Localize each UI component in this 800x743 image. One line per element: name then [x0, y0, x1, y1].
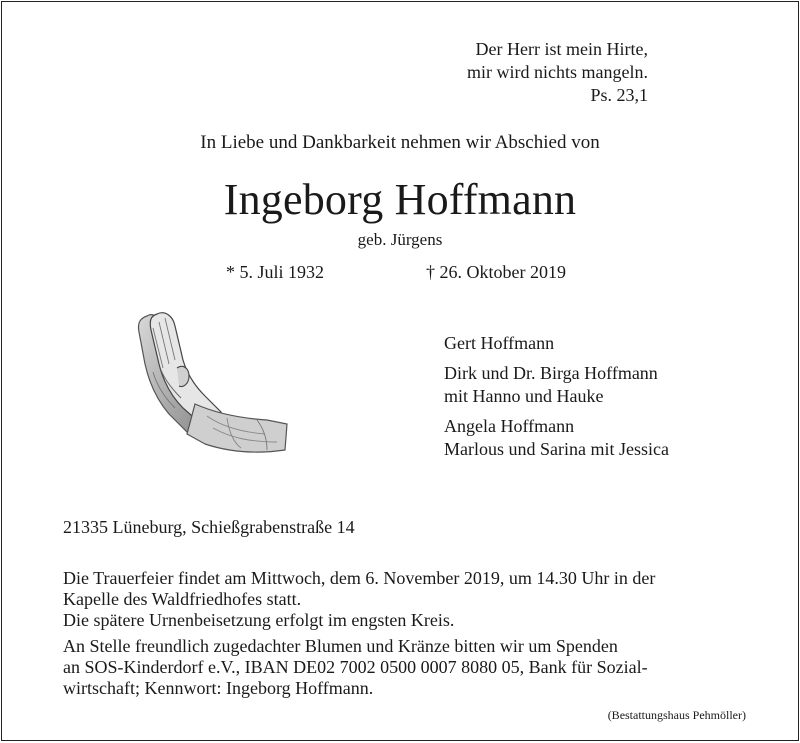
psalm-quote — [467, 38, 648, 107]
ceremony-line-2: Kapelle des Waldfriedhofes statt. — [63, 589, 302, 609]
donation-line-1: An Stelle freundlich zugedachter Blumen und Kränze bitten wir um Spenden — [63, 636, 618, 656]
psalm-line-2: mir wird nichts mangeln. — [467, 62, 648, 82]
mourner-line: Angela Hoffmann — [444, 416, 575, 436]
psalm-line-1: Der Herr ist mein Hirte, — [475, 39, 648, 59]
birth-name: geb. Jürgens — [357, 230, 443, 249]
praying-hands-icon — [117, 308, 297, 458]
mourner-group-1 — [444, 332, 669, 355]
mourner-line: Dirk und Dr. Birga Hoffmann — [444, 363, 658, 383]
mourner-group-3 — [444, 415, 669, 461]
ceremony-paragraph — [63, 568, 655, 631]
psalm-reference: Ps. 23,1 — [590, 85, 648, 105]
ceremony-line-3: Die spätere Urnenbeisetzung erfolgt im engsten Kreis. — [63, 610, 455, 630]
donation-line-3: wirtschaft; Kennwort: Ingeborg Hoffmann. — [63, 678, 374, 698]
obituary-notice — [1, 1, 799, 741]
deceased-name: Ingeborg Hoffmann — [223, 175, 577, 224]
donation-paragraph — [63, 636, 655, 699]
death-date: † 26. Oktober 2019 — [426, 262, 566, 282]
service-info — [63, 568, 655, 704]
intro-text: In Liebe und Dankbarkeit nehmen wir Abschied von — [200, 132, 600, 153]
donation-line-2: an SOS-Kinderdorf e.V., IBAN DE02 7002 0500 0007 8080 05, Bank für Sozial- — [63, 657, 648, 677]
ceremony-line-1: Die Trauerfeier findet am Mittwoch, dem 6. November 2019, um 14.30 Uhr in der — [63, 568, 656, 588]
mourner-line: Gert Hoffmann — [444, 333, 555, 353]
undertaker-credit: (Bestattungshaus Pehmöller) — [607, 708, 746, 722]
mourner-line: mit Hanno und Hauke — [444, 386, 604, 406]
birth-date: * 5. Juli 1932 — [226, 262, 325, 282]
mourner-group-2 — [444, 362, 669, 408]
mourner-line: Marlous und Sarina mit Jessica — [444, 439, 669, 459]
address: 21335 Lüneburg, Schießgrabenstraße 14 — [63, 517, 355, 537]
mourners-list — [444, 332, 669, 468]
